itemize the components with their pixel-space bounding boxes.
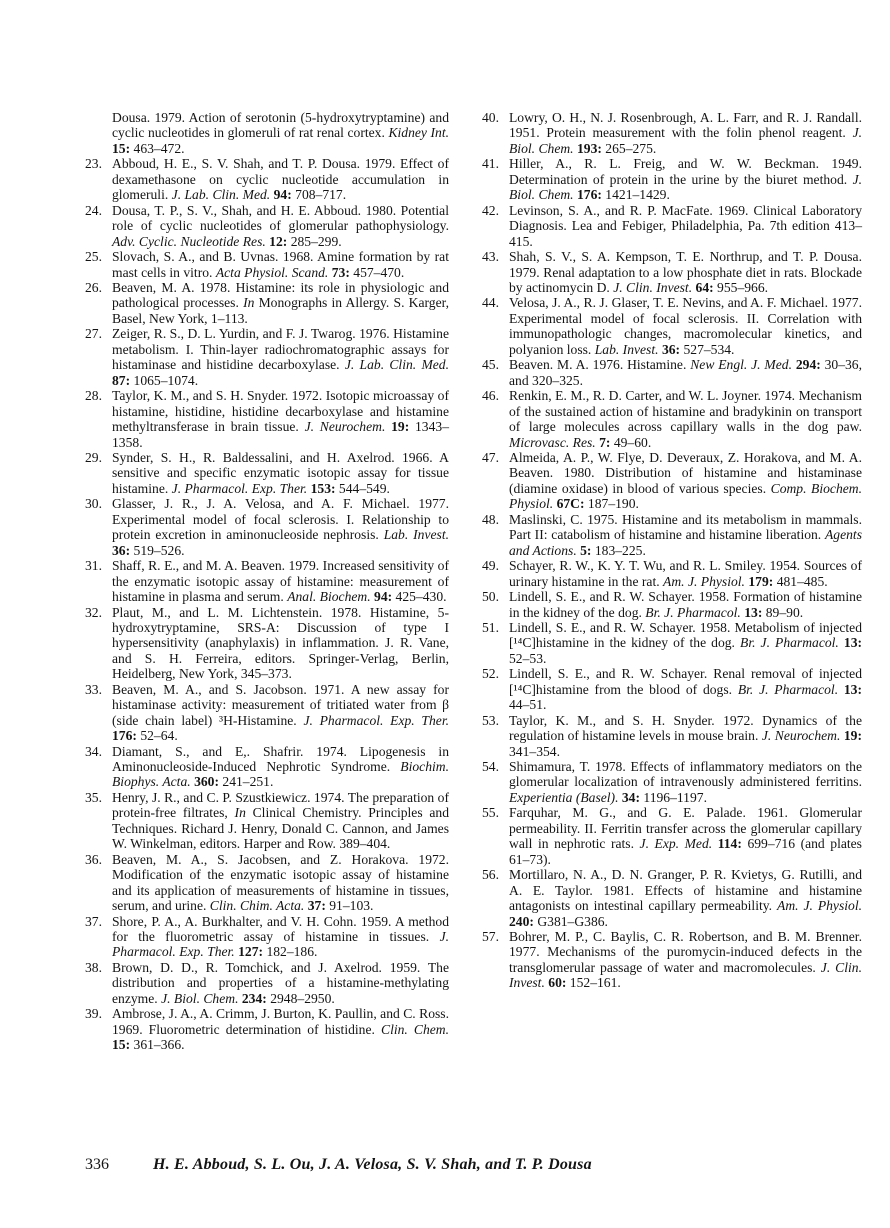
reference-number: 48.	[482, 511, 499, 527]
reference-entry	[482, 620, 862, 666]
reference-number: 50.	[482, 589, 499, 605]
reference-text: Glasser, J. R., J. A. Velosa, and A. F. Michael. 1977. Experimental model of focal sclerosis. I. Relationship to protein excretion in aminonucleoside nephrosis. Lab. Invest. 36: 519–526.	[112, 496, 449, 558]
reference-text: Lindell, S. E., and R. W. Schayer. 1958. Metabolism of injected [¹⁴C]histamine in the kidney of the dog. Br. J. Pharmacol. 13: 52–53.	[509, 619, 863, 666]
reference-number: 42.	[482, 202, 499, 218]
reference-number: 40.	[482, 110, 499, 125]
reference-entry	[85, 496, 449, 558]
reference-entry	[482, 249, 862, 295]
reference-text: Mortillaro, N. A., D. N. Granger, P. R. Kvietys, G. Rutilli, and A. E. Taylor. 1981. Effects of histamine and histamine antagonists on intestinal capillary permeability. Am. J. Physiol. 240: G381–G386.	[509, 867, 862, 929]
reference-number: 37.	[85, 913, 102, 929]
reference-text: Dousa, T. P., S. V., Shah, and H. E. Abboud. 1980. Potential role of cyclic nucleotides of glomerular pathophysiology. Adv. Cyclic. Nucleotide Res. 12: 285–299.	[112, 202, 449, 249]
reference-entry	[482, 156, 862, 202]
reference-number: 25.	[85, 249, 102, 265]
reference-entry	[482, 110, 862, 156]
reference-entry	[85, 280, 449, 326]
reference-entry	[85, 852, 449, 914]
reference-entry	[482, 805, 862, 867]
reference-text: Synder, S. H., R. Baldessalini, and H. Axelrod. 1966. A sensitive and specific enzymatic isotopic assay for tissue histamine. J. Pharmacol. Exp. Ther. 153: 544–549.	[112, 449, 449, 496]
reference-number: 36.	[85, 851, 102, 867]
reference-entry	[85, 326, 449, 388]
reference-number: 33.	[85, 681, 102, 697]
reference-number: 27.	[85, 326, 102, 342]
reference-number: 30.	[85, 496, 102, 512]
reference-number: 57.	[482, 929, 499, 945]
reference-entry	[482, 929, 862, 991]
reference-entry	[85, 249, 449, 280]
reference-entry	[482, 388, 862, 450]
reference-entry	[85, 156, 449, 202]
page-number: 336	[85, 1156, 109, 1173]
reference-text: Renkin, E. M., R. D. Carter, and W. L. Joyner. 1974. Mechanism of the sustained action of histamine and bradykinin on transport of large molecules across capillary walls in the dog paw. Microvasc. Res. 7: 49–60.	[509, 388, 862, 450]
reference-number: 35.	[85, 789, 102, 805]
reference-text: Diamant, S., and E,. Shafrir. 1974. Lipogenesis in Aminonucleoside-Induced Nephrotic Syndrome. Biochim. Biophys. Acta. 360: 241–251.	[112, 743, 449, 790]
reference-text: Dousa. 1979. Action of serotonin (5-hydroxytryptamine) and cyclic nucleotides in glomeruli of rat renal cortex. Kidney Int. 15: 463–472.	[112, 110, 449, 156]
reference-number: 34.	[85, 743, 102, 759]
reference-number: 56.	[482, 867, 499, 883]
reference-number: 41.	[482, 156, 499, 172]
reference-text: Shimamura, T. 1978. Effects of inflammatory mediators on the glomerular localization of intravenously administered ferritins. Experientia (Basel). 34: 1196–1197.	[509, 759, 862, 805]
reference-entry	[85, 558, 449, 604]
reference-text: Slovach, S. A., and B. Uvnas. 1968. Amine formation by rat mast cells in vitro. Acta Physiol. Scand. 73: 457–470.	[112, 249, 449, 280]
reference-entry	[85, 960, 449, 1006]
reference-text: Almeida, A. P., W. Flye, D. Deveraux, Z. Horakova, and M. A. Beaven. 1980. Distribution of histamine and histaminase (diamine oxidase) in blood of various species. Comp. Biochem. Physiol. 67C: 187–190.	[509, 449, 862, 512]
reference-entry	[85, 450, 449, 496]
reference-number: 26.	[85, 279, 102, 295]
reference-entry	[482, 295, 862, 357]
reference-number: 23.	[85, 156, 102, 172]
reference-text: Taylor, K. M., and S. H. Snyder. 1972. Isotopic microassay of histamine, histidine, histidine decarboxylase and histamine methyltransferase in brain tissue. J. Neurochem. 19: 1343–1358.	[112, 388, 449, 450]
reference-number: 54.	[482, 759, 499, 775]
reference-entry	[482, 203, 862, 249]
reference-entry	[85, 605, 449, 682]
reference-number: 28.	[85, 388, 102, 404]
reference-text: Beaven, M. A. 1978. Histamine: its role in physiologic and pathological processes. In Monographs in Allergy. S. Karger, Basel, New York, 1–113.	[112, 279, 449, 326]
reference-text: Zeiger, R. S., D. L. Yurdin, and F. J. Twarog. 1976. Histamine metabolism. I. Thin-layer radiochromatographic assays for histaminase and histidine decarboxylase. J. Lab. Clin. Med. 87: 1065–1074.	[112, 326, 449, 388]
reference-number: 44.	[482, 295, 499, 311]
reference-entry	[482, 867, 862, 929]
reference-text: Beaven. M. A. 1976. Histamine. New Engl. J. Med. 294: 30–36, and 320–325.	[509, 357, 862, 388]
reference-entry	[85, 388, 449, 450]
reference-entry	[482, 512, 862, 558]
reference-text: Beaven, M. A., and S. Jacobson. 1971. A new assay for histaminase activity: measurement of tritiated water from β (side chain label) ³H-Histamine. J. Pharmacol. Exp. Ther. 176: 52–64.	[112, 681, 450, 744]
reference-entry	[85, 682, 449, 744]
reference-number: 51.	[482, 619, 499, 635]
reference-number: 38.	[85, 959, 102, 975]
reference-number: 46.	[482, 388, 499, 404]
reference-number: 39.	[85, 1006, 102, 1022]
reference-text: Shore, P. A., A. Burkhalter, and V. H. Cohn. 1959. A method for the fluorometric assay of histamine in tissues. J. Pharmacol. Exp. Ther. 127: 182–186.	[112, 913, 449, 960]
reference-entry	[482, 666, 862, 712]
reference-entry	[85, 203, 449, 249]
reference-entry	[85, 914, 449, 960]
reference-number: 52.	[482, 666, 499, 682]
reference-text: Hiller, A., R. L. Freig, and W. W. Beckman. 1949. Determination of protein in the urine by the biuret method. J. Biol. Chem. 176: 1421–1429.	[509, 156, 862, 203]
reference-text: Lowry, O. H., N. J. Rosenbrough, A. L. Farr, and R. J. Randall. 1951. Protein measurement with the folin phenol reagent. J. Biol. Chem. 193: 265–275.	[509, 110, 862, 156]
reference-number: 55.	[482, 805, 499, 821]
reference-text: Taylor, K. M., and S. H. Snyder. 1972. Dynamics of the regulation of histamine levels in mouse brain. J. Neurochem. 19: 341–354.	[509, 712, 862, 759]
reference-entry	[482, 357, 862, 388]
references-left-column	[85, 110, 449, 1053]
reference-number: 47.	[482, 449, 499, 465]
reference-number: 43.	[482, 249, 499, 265]
reference-text: Brown, D. D., R. Tomchick, and J. Axelrod. 1959. The distribution and properties of a histamine-methylating enzyme. J. Biol. Chem. 234: 2948–2950.	[112, 959, 449, 1006]
reference-text: Plaut, M., and L. M. Lichtenstein. 1978. Histamine, 5-hydroxytryptamine, SRS-A: Discussion of type I hypersensitivity (anaphylaxis) in inflammation. J. R. Vane, and S. H. Ferreira, editors. Springer-Verlag, Berlin, Heidelberg, New York, 345–373.	[112, 604, 449, 682]
reference-text: Henry, J. R., and C. P. Szustkiewicz. 1974. The preparation of protein-free filtrates, In Clinical Chemistry. Principles and Techniques. Richard J. Henry, Donald C. Cannon, and James W. Winkelman, editors. Harper and Row. 389–404.	[112, 789, 449, 852]
reference-entry	[85, 1006, 449, 1052]
reference-text: Farquhar, M. G., and G. E. Palade. 1961. Glomerular permeability. II. Ferritin transfer across the glomerular capillary wall in nephrotic rats. J. Exp. Med. 114: 699–716 (and plates 61–73).	[509, 805, 862, 867]
reference-text: Maslinski, C. 1975. Histamine and its metabolism in mammals. Part II: catabolism of histamine and histamine liberation. Agents and Actions. 5: 183–225.	[509, 511, 862, 558]
reference-text: Abboud, H. E., S. V. Shah, and T. P. Dousa. 1979. Effect of dexamethasone on cyclic nucleotide accumulation in glomeruli. J. Lab. Clin. Med. 94: 708–717.	[112, 156, 449, 203]
reference-number: 49.	[482, 558, 499, 574]
reference-entry	[482, 589, 862, 620]
reference-text: Levinson, S. A., and R. P. MacFate. 1969. Clinical Laboratory Diagnosis. Lea and Febiger, Philadelphia, Pa. 7th edition 413–415.	[509, 202, 862, 249]
reference-number: 45.	[482, 357, 499, 373]
running-authors: H. E. Abboud, S. L. Ou, J. A. Velosa, S. V. Shah, and T. P. Dousa	[153, 1156, 592, 1173]
reference-text: Shaff, R. E., and M. A. Beaven. 1979. Increased sensitivity of the enzymatic isotopic assay of histamine: measurement of histamine in plasma and serum. Anal. Biochem. 94: 425–430.	[112, 558, 449, 605]
reference-text: Shah, S. V., S. A. Kempson, T. E. Northrup, and T. P. Dousa. 1979. Renal adaptation to a low phosphate diet in rats. Blockade by actinomycin D. J. Clin. Invest. 64: 955–966.	[509, 249, 862, 295]
reference-number: 32.	[85, 604, 102, 620]
page-footer	[85, 1156, 805, 1174]
reference-text: Velosa, J. A., R. J. Glaser, T. E. Nevins, and A. F. Michael. 1977. Experimental model of focal sclerosis. II. Correlation with immunopathologic changes, macromolecular kinetics, and polyanion loss. Lab. Invest. 36: 527–534.	[509, 295, 862, 357]
reference-entry	[85, 110, 449, 156]
reference-text: Schayer, R. W., K. Y. T. Wu, and R. L. Smiley. 1954. Sources of urinary histamine in the rat. Am. J. Physiol. 179: 481–485.	[509, 558, 862, 589]
reference-text: Lindell, S. E., and R. W. Schayer. Renal removal of injected [¹⁴C]histamine from the blood of dogs. Br. J. Pharmacol. 13: 44–51.	[509, 666, 862, 713]
reference-number: 31.	[85, 558, 102, 574]
reference-text: Ambrose, J. A., A. Crimm, J. Burton, K. Paullin, and C. Ross. 1969. Fluorometric determination of histidine. Clin. Chem. 15: 361–366.	[112, 1006, 450, 1053]
reference-number: 24.	[85, 202, 102, 218]
reference-number: 53.	[482, 712, 499, 728]
reference-number: 29.	[85, 449, 102, 465]
reference-entry	[85, 790, 449, 852]
reference-entry	[482, 450, 862, 512]
reference-entry	[85, 744, 449, 790]
reference-text: Lindell, S. E., and R. W. Schayer. 1958. Formation of histamine in the kidney of the dog. Br. J. Pharmacol. 13: 89–90.	[509, 589, 862, 620]
reference-entry	[482, 713, 862, 759]
reference-text: Bohrer, M. P., C. Baylis, C. R. Robertson, and B. M. Brenner. 1977. Mechanisms of the puromycin-induced defects in the transglomerular passage of water and macromolecules. J. Clin. Invest. 60: 152–161.	[509, 929, 862, 991]
reference-entry	[482, 558, 862, 589]
references-right-column	[482, 110, 862, 991]
reference-text: Beaven, M. A., S. Jacobsen, and Z. Horakova. 1972. Modification of the enzymatic isotopic assay of histamine and its application of measurements of histamine in tissues, serum, and urine. Clin. Chim. Acta. 37: 91–103.	[112, 851, 449, 914]
reference-entry	[482, 759, 862, 805]
